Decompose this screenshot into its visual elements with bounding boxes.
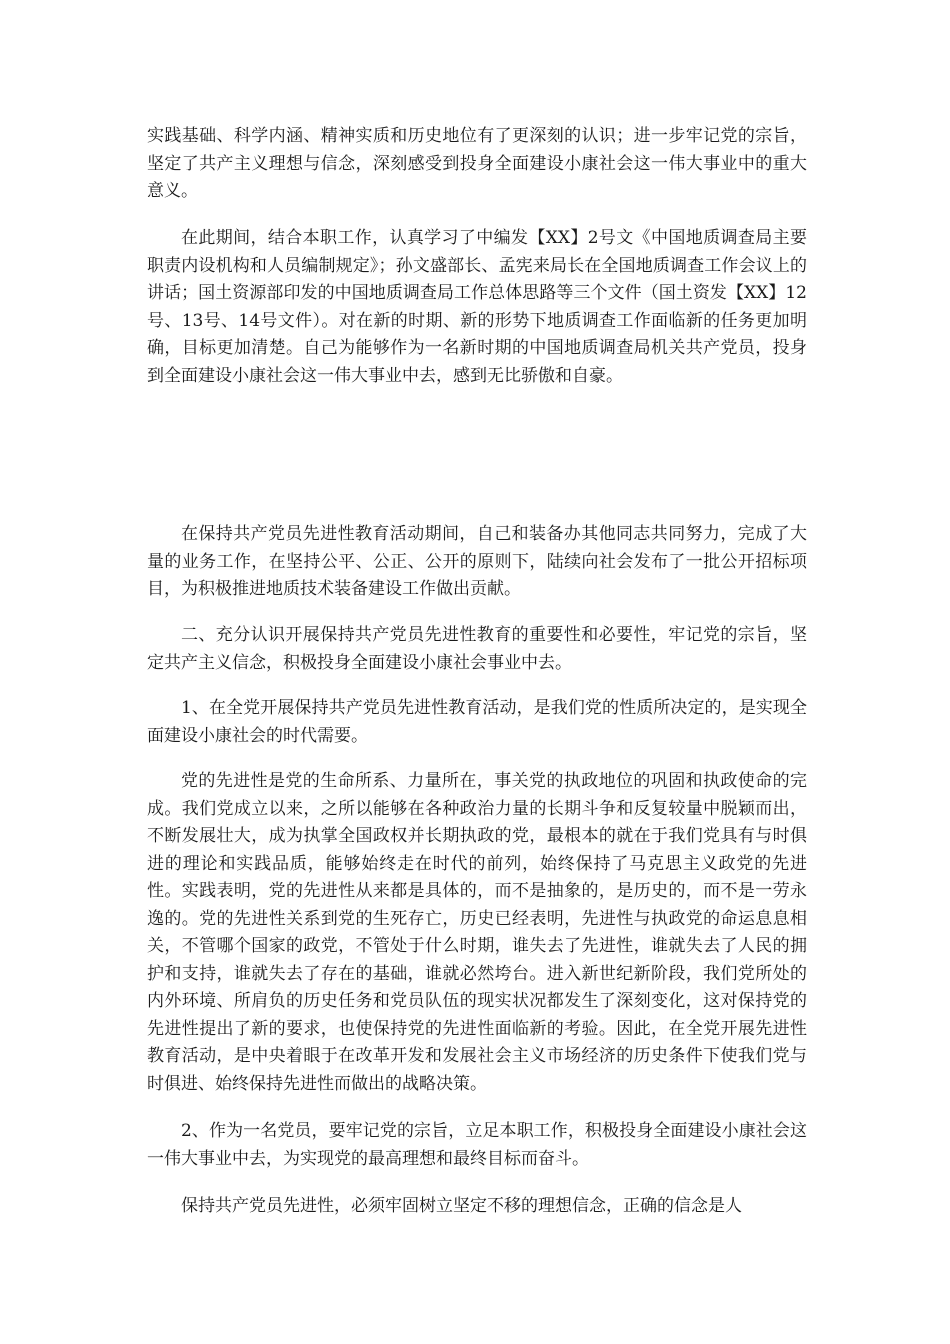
subheading-one: 1、在全党开展保持共产党员先进性教育活动，是我们党的性质所决定的，是实现全面建设小康社会的时代需要。 — [147, 698, 807, 746]
paragraph-study-documents: 在此期间，结合本职工作，认真学习了中编发【XX】2号文《中国地质调查局主要职责内设机构和人员编制规定》；孙文盛部长、孟宪来局长在全国地质调查工作会议上的讲话；国土资源部印发的中国地质调查局工作总体思路等三个文件（国土资发【XX】12号、13号、14号文件）。对在新的时期、新的形势下地质调查工作面临新的任务更加明确，目标更加清楚。自己为能够作为一名新时期的中国地质调查局机关共产党员，投身到全面建设小康社会这一伟大事业中去，感到无比骄傲和自豪。 — [147, 228, 807, 386]
paragraph-continuation: 实践基础、科学内涵、精神实质和历史地位有了更深刻的认识；进一步牢记党的宗旨，坚定了共产主义理想与信念，深刻感受到投身全面建设小康社会这一伟大事业中的重大意义。 — [147, 126, 807, 201]
section-heading-two: 二、充分认识开展保持共产党员先进性教育的重要性和必要性，牢记党的宗旨，坚定共产主义信念，积极投身全面建设小康社会事业中去。 — [147, 625, 807, 673]
paragraph-work-achievements: 在保持共产党员先进性教育活动期间，自己和装备办其他同志共同努力，完成了大量的业务工作，在坚持公平、公正、公开的原则下，陆续向社会发布了一批公开招标项目，为积极推进地质技术装备建设工作做出贡献。 — [147, 524, 807, 599]
paragraph-ideals-belief: 保持共产党员先进性，必须牢固树立坚定不移的理想信念，正确的信念是人 — [181, 1196, 742, 1216]
subheading-two: 2、作为一名党员，要牢记党的宗旨，立足本职工作，积极投身全面建设小康社会这一伟大事业中去，为实现党的最高理想和最终目标而奋斗。 — [147, 1121, 807, 1169]
paragraph-party-advancement: 党的先进性是党的生命所系、力量所在，事关党的执政地位的巩固和执政使命的完成。我们党成立以来，之所以能够在各种政治力量的长期斗争和反复较量中脱颖而出，不断发展壮大，成为执掌全国政权并长期执政的党，最根本的就在于我们党具有与时俱进的理论和实践品质，能够始终走在时代的前列，始终保持了马克思主义政党的先进性。实践表明，党的先进性从来都是具体的，而不是抽象的，是历史的，而不是一劳永逸的。党的先进性关系到党的生死存亡，历史已经表明，先进性与执政党的命运息息相关，不管哪个国家的政党，不管处于什么时期，谁失去了先进性，谁就失去了人民的拥护和支持，谁就失去了存在的基础，谁就必然垮台。进入新世纪新阶段，我们党所处的内外环境、所肩负的历史任务和党员队伍的现实状况都发生了深刻变化，这对保持党的先进性提出了新的要求，也使保持党的先进性面临新的考验。因此，在全党开展先进性教育活动，是中央着眼于在改革开发和发展社会主义市场经济的历史条件下使我们党与时俱进、始终保持先进性而做出的战略决策。 — [147, 771, 807, 1094]
